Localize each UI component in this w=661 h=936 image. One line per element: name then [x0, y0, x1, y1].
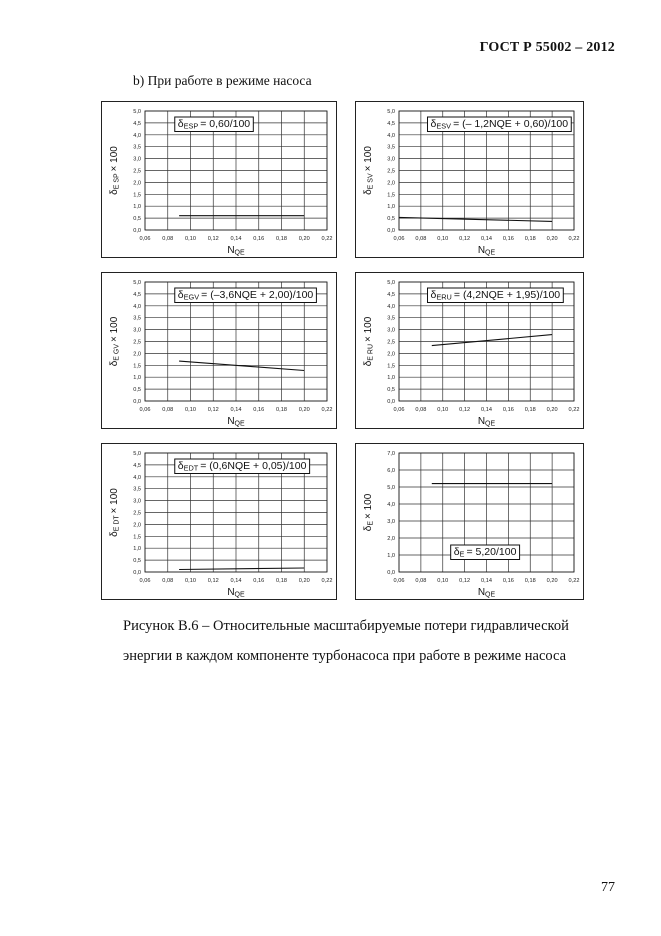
- y-tick-label: 3,5: [133, 315, 141, 322]
- y-tick-label: 2,0: [387, 180, 395, 187]
- figure-caption: [123, 611, 603, 671]
- y-tick-label: 2,5: [133, 168, 141, 175]
- x-tick-label: 0,12: [207, 578, 219, 584]
- formula-annotation: [175, 117, 254, 132]
- y-tick-label: 2,0: [387, 351, 395, 358]
- chart-egv: [102, 273, 335, 427]
- chart-panel-esp: [101, 101, 337, 258]
- x-tick-label: 0,14: [481, 407, 492, 413]
- x-tick-label: 0,22: [568, 236, 580, 242]
- y-tick-label: 1,5: [387, 192, 395, 199]
- y-tick-label: 1,0: [387, 375, 395, 382]
- y-tick-label: 3,0: [133, 498, 141, 505]
- y-tick-label: 5,0: [387, 280, 395, 286]
- y-tick-label: 5,0: [133, 109, 141, 115]
- formula-annotation: [175, 288, 317, 303]
- x-tick-label: 0,20: [546, 407, 558, 413]
- y-tick-label: 3,5: [133, 144, 141, 151]
- y-tick-label: 0,5: [387, 216, 395, 223]
- y-tick-label: 0,5: [133, 558, 141, 565]
- y-tick-label: 0,0: [133, 570, 141, 576]
- x-axis-label: NQE: [227, 416, 245, 427]
- x-tick-label: 0,16: [253, 578, 265, 584]
- y-tick-label: 4,0: [387, 303, 395, 310]
- x-tick-label: 0,20: [298, 236, 310, 242]
- x-tick-label: 0,22: [321, 578, 333, 584]
- y-tick-label: 5,0: [133, 451, 141, 457]
- y-tick-label: 0,0: [133, 399, 141, 405]
- y-tick-label: 0,0: [133, 228, 141, 234]
- y-tick-label: 4,5: [133, 462, 141, 469]
- caption-line-2: энергии в каждом компоненте турбонасоса при работе в режиме насоса: [123, 648, 567, 664]
- x-tick-label: 0,18: [524, 407, 536, 413]
- formula-annotation: [428, 288, 564, 303]
- y-tick-label: 0,5: [133, 216, 141, 223]
- series-line: [179, 361, 304, 370]
- y-tick-label: 2,0: [133, 180, 141, 187]
- y-axis-label: δE GV × 100: [109, 316, 121, 367]
- page-number: 77: [601, 880, 615, 895]
- x-tick-label: 0,12: [207, 407, 219, 413]
- y-tick-label: 6,0: [387, 468, 395, 474]
- y-tick-label: 5,0: [387, 109, 395, 115]
- y-tick-label: 4,0: [387, 502, 395, 508]
- y-tick-label: 1,0: [387, 553, 395, 559]
- y-tick-label: 3,0: [387, 519, 395, 525]
- x-axis-label: NQE: [227, 587, 245, 598]
- series-line: [179, 568, 304, 570]
- y-tick-label: 2,5: [133, 339, 141, 346]
- y-tick-label: 4,5: [387, 120, 395, 127]
- y-tick-label: 2,0: [387, 536, 395, 542]
- x-tick-label: 0,16: [502, 236, 514, 242]
- y-tick-label: 4,5: [387, 291, 395, 298]
- x-tick-label: 0,16: [502, 407, 514, 413]
- x-tick-label: 0,06: [139, 236, 151, 242]
- x-tick-label: 0,06: [393, 236, 405, 242]
- x-tick-label: 0,10: [185, 236, 196, 242]
- y-tick-label: 1,0: [387, 204, 395, 211]
- chart-edt: [102, 444, 335, 598]
- y-tick-label: 5,0: [133, 280, 141, 286]
- x-tick-label: 0,22: [568, 578, 580, 584]
- x-tick-label: 0,08: [415, 407, 427, 413]
- chart-esv: [356, 102, 582, 256]
- chart-panel-eru: [355, 272, 584, 429]
- y-tick-label: 4,5: [133, 120, 141, 127]
- annotation-text: δEGV = (–3,6NQE + 2,00)/100: [177, 289, 314, 302]
- x-tick-label: 0,16: [253, 236, 265, 242]
- x-tick-label: 0,06: [139, 578, 151, 584]
- y-tick-label: 4,0: [133, 474, 141, 481]
- x-tick-label: 0,10: [185, 578, 196, 584]
- x-axis-label: NQE: [477, 587, 496, 598]
- y-tick-label: 3,0: [133, 156, 141, 163]
- x-tick-label: 0,18: [276, 236, 287, 242]
- y-tick-label: 2,0: [133, 522, 141, 529]
- x-tick-label: 0,20: [546, 236, 558, 242]
- chart-panel-e: [355, 443, 584, 600]
- document-header: ГОСТ Р 55002 – 2012: [479, 40, 615, 55]
- y-tick-label: 1,0: [133, 546, 141, 553]
- y-tick-label: 2,5: [387, 168, 395, 175]
- y-tick-label: 1,0: [133, 375, 141, 382]
- y-tick-label: 0,0: [387, 399, 395, 405]
- x-axis-label: NQE: [477, 245, 496, 256]
- x-tick-label: 0,14: [230, 578, 242, 584]
- x-tick-label: 0,08: [415, 578, 427, 584]
- x-tick-label: 0,22: [321, 407, 333, 413]
- y-tick-label: 3,5: [387, 315, 395, 322]
- x-tick-label: 0,14: [481, 578, 492, 584]
- annotation-text: δE = 5,20/100: [453, 546, 517, 559]
- chart-panel-edt: [101, 443, 337, 600]
- y-tick-label: 0,5: [133, 387, 141, 394]
- chart-panel-esv: [355, 101, 584, 258]
- chart-e: [356, 444, 582, 598]
- y-tick-label: 1,0: [133, 204, 141, 211]
- x-tick-label: 0,12: [459, 578, 471, 584]
- section-label: b) При работе в режиме насоса: [133, 73, 312, 88]
- x-tick-label: 0,14: [230, 236, 242, 242]
- x-tick-label: 0,12: [207, 236, 219, 242]
- y-tick-label: 3,0: [133, 327, 141, 334]
- x-tick-label: 0,22: [568, 407, 580, 413]
- y-tick-label: 4,5: [133, 291, 141, 298]
- x-tick-label: 0,18: [524, 578, 536, 584]
- y-tick-label: 3,5: [133, 486, 141, 493]
- y-tick-label: 3,5: [387, 144, 395, 151]
- x-tick-label: 0,16: [253, 407, 265, 413]
- x-tick-label: 0,20: [546, 578, 558, 584]
- y-axis-label: δE × 100: [363, 493, 375, 532]
- y-tick-label: 3,0: [387, 327, 395, 334]
- y-axis-label: δE DT × 100: [109, 488, 121, 537]
- x-axis-label: NQE: [477, 416, 496, 427]
- annotation-text: δESP = 0,60/100: [177, 118, 251, 131]
- x-tick-label: 0,18: [524, 236, 536, 242]
- y-tick-label: 4,0: [387, 132, 395, 139]
- formula-annotation: [175, 459, 310, 474]
- x-axis-label: NQE: [227, 245, 245, 256]
- chart-eru: [356, 273, 582, 427]
- x-tick-label: 0,10: [437, 236, 449, 242]
- x-tick-label: 0,10: [185, 407, 196, 413]
- y-tick-label: 4,0: [133, 132, 141, 139]
- y-axis-label: δE SV × 100: [363, 146, 375, 195]
- x-tick-label: 0,12: [459, 407, 471, 413]
- y-tick-label: 0,0: [387, 570, 395, 576]
- x-tick-label: 0,08: [415, 236, 427, 242]
- chart-panel-egv: [101, 272, 337, 429]
- x-tick-label: 0,08: [162, 578, 174, 584]
- y-tick-label: 2,5: [387, 339, 395, 346]
- y-tick-label: 4,0: [133, 303, 141, 310]
- annotation-text: δEDT = (0,6NQE + 0,05)/100: [177, 460, 307, 473]
- formula-annotation: [451, 545, 520, 560]
- x-tick-label: 0,06: [393, 407, 405, 413]
- x-tick-label: 0,18: [276, 578, 287, 584]
- x-tick-label: 0,16: [502, 578, 514, 584]
- chart-esp: [102, 102, 335, 256]
- annotation-text: δESV = (– 1,2NQE + 0,60)/100: [430, 118, 569, 131]
- x-tick-label: 0,14: [481, 236, 492, 242]
- x-tick-label: 0,10: [437, 578, 449, 584]
- x-tick-label: 0,06: [139, 407, 151, 413]
- y-tick-label: 2,0: [133, 351, 141, 358]
- y-tick-label: 2,5: [133, 510, 141, 517]
- x-tick-label: 0,08: [162, 236, 174, 242]
- x-tick-label: 0,06: [393, 578, 405, 584]
- y-tick-label: 1,5: [133, 363, 141, 370]
- y-tick-label: 1,5: [133, 534, 141, 541]
- caption-line-1: Рисунок В.6 – Относительные масштабируемые потери гидравлической: [123, 618, 569, 634]
- y-axis-label: δE SP × 100: [109, 146, 121, 195]
- x-tick-label: 0,20: [298, 407, 310, 413]
- x-tick-label: 0,10: [437, 407, 449, 413]
- formula-annotation: [428, 117, 572, 132]
- series-line: [432, 335, 552, 346]
- y-tick-label: 3,0: [387, 156, 395, 163]
- y-tick-label: 1,5: [387, 363, 395, 370]
- x-tick-label: 0,12: [459, 236, 471, 242]
- x-tick-label: 0,14: [230, 407, 242, 413]
- x-tick-label: 0,20: [298, 578, 310, 584]
- x-tick-label: 0,08: [162, 407, 174, 413]
- y-tick-label: 1,5: [133, 192, 141, 199]
- annotation-text: δERU = (4,2NQE + 1,95)/100: [430, 289, 561, 302]
- y-tick-label: 5,0: [387, 485, 395, 491]
- y-tick-label: 0,5: [387, 387, 395, 394]
- x-tick-label: 0,22: [321, 236, 333, 242]
- x-tick-label: 0,18: [276, 407, 287, 413]
- y-axis-label: δE RU × 100: [363, 316, 375, 367]
- y-tick-label: 7,0: [387, 451, 395, 457]
- y-tick-label: 0,0: [387, 228, 395, 234]
